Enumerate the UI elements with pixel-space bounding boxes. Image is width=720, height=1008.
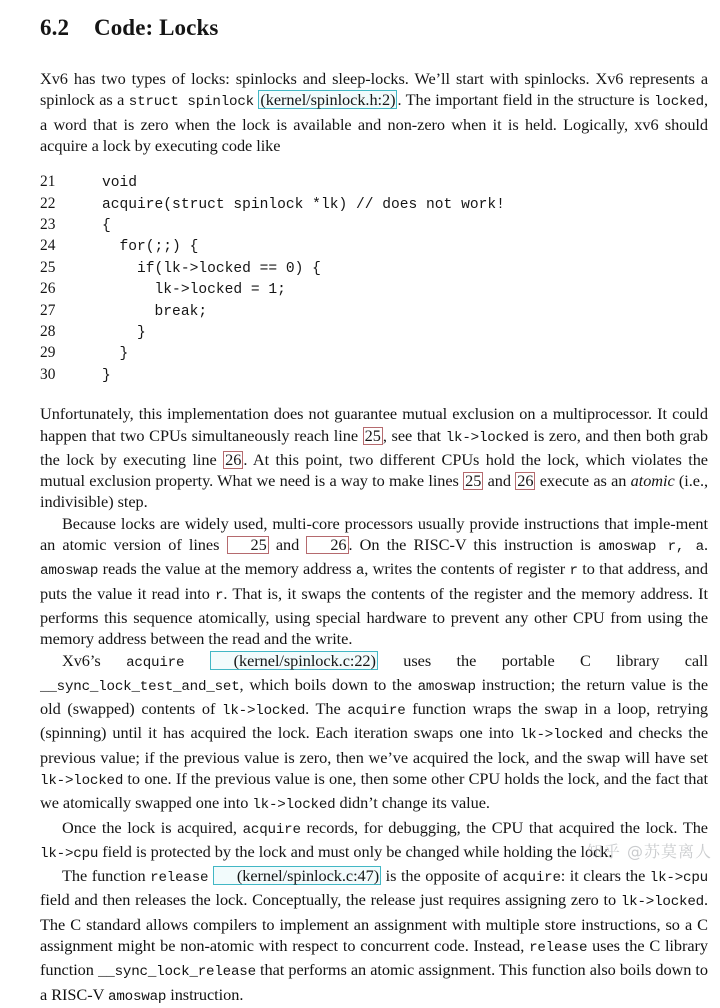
code-line-number: 25 [40,258,56,276]
text-run: . That is, it swaps the contents of the register and the memory address. It performs this sequence atomically, using special hardware to prevent any other CPU from using the memory address between the read and the write. [40,583,708,649]
section-number: 6.2 [40,15,70,40]
inline-code: a [355,563,365,580]
text-run: to that address, and puts the value it read into [40,559,708,603]
inline-code: lk->locked [519,727,603,744]
text-run: (i.e., indivisible) step. [40,471,709,512]
text-run: . The important field in the structure is [397,90,655,110]
text-run: Xv6’s [62,650,127,670]
code-line-number: 23 [40,216,56,233]
text-run: . [703,535,709,555]
zhihu-watermark: 知乎 @苏莫离人 [586,842,712,861]
source-link-spinlock-c-47[interactable]: (kernel/spinlock.c:47) [213,866,381,885]
code-line-number: 22 [40,194,56,212]
text-run: execute as an [535,471,631,491]
paragraph-intro [40,68,708,156]
code-line [40,172,708,193]
code-line-text: acquire(struct spinlock *lk) // does not work! [102,196,505,213]
page-title [40,14,708,42]
text-run: : it clears the [560,866,650,886]
line-ref-26[interactable]: 26 [517,471,534,491]
code-line-text: lk->locked = 1; [102,282,286,299]
code-line-number: 24 [40,237,56,255]
line-ref-26[interactable]: 26 [306,536,348,554]
text-run: Unfortunately, this implementation does not guarantee mutual exclusion on a multiprocessor. It could happen that two CPUs simultaneously reach line [40,404,708,445]
code-line [40,365,708,386]
text-run: instruction; the return value is the old (swapped) contents of [40,674,708,719]
text-run: uses the portable C library call [377,650,708,670]
inline-code: release [150,870,209,887]
inline-code: release [529,940,588,957]
code-line-number: 21 [40,173,56,191]
inline-code: lk->locked [445,429,529,446]
inline-code: acquire [126,654,185,671]
text-run: , which boils down to the [239,674,418,694]
code-line-text: { [102,218,111,234]
code-line [40,322,708,343]
section-title: Code: Locks [94,15,219,40]
code-line-text: } [102,367,111,384]
paragraph-lk-cpu [40,817,708,866]
text-run: reads the value at the memory address [98,559,356,579]
code-line [40,301,708,322]
code-line [40,258,708,279]
code-line [40,343,708,364]
line-ref-25[interactable]: 25 [227,536,269,554]
inline-code: amoswap [417,678,476,695]
code-line-number: 27 [40,301,56,319]
inline-code: amoswap [108,988,167,1005]
text-run: function wraps the swap in a loop, retrying (spinning) until it has acquired the lock. Each iteration swaps one into [40,699,708,743]
code-line-text: if(lk->locked == 0) { [102,260,321,277]
inline-code: acquire [502,870,561,887]
inline-code: __sync_lock_test_and_set [40,678,240,695]
paragraph-release [40,865,708,1008]
text-run: uses the C library function [40,936,708,980]
code-line-text: } [102,346,129,363]
text-run: Once the lock is acquired, [62,817,243,837]
text-run: . At this point, two different CPUs hold the lock, which violates the mutual exclusion property. What we need is a way to make lines [40,449,708,491]
text-run: , writes the contents of register [364,559,570,579]
text-run: is zero, and then both grab the lock by executing line [40,425,708,469]
inline-code: acquire [242,821,301,838]
text-run: and [483,471,516,491]
code-line-text: void [102,175,138,192]
text-run: . The C standard allows compilers to implement an assignment with multiple store instructions, so a C assignment might be non-atomic with respect to concurrent code. Instead, [40,890,708,956]
inline-code: amoswap r, a [597,539,704,556]
emphasis-atomic: atomic [630,471,675,491]
inline-code: lk->locked [222,703,306,720]
code-line [40,215,708,236]
code-line-text: } [102,325,146,342]
source-link-spinlock-h-2[interactable]: (kernel/spinlock.h:2) [260,90,396,110]
text-run: and checks the previous value; if the previous value is zero, then we’ve acquired the lock, and the swap will have set [40,723,709,767]
page-content [40,14,708,1008]
text-run: that performs an atomic assignment. This function also boils down to a RISC-V [40,960,708,1004]
source-link-spinlock-c-22[interactable]: (kernel/spinlock.c:22) [210,651,378,670]
code-line [40,236,708,257]
inline-code: lk->locked [252,797,336,814]
line-ref-25[interactable]: 25 [465,471,482,491]
line-ref-26[interactable]: 26 [225,449,242,469]
inline-code: r [215,587,224,604]
inline-code: lk->locked [40,773,124,789]
paragraph-acquire [40,650,708,817]
text-run: field is protected by the lock and must only be changed while holding the lock. [98,841,613,861]
code-line-number: 26 [40,280,56,298]
inline-code: __sync_lock_release [97,964,256,981]
inline-code: r [569,563,578,580]
code-line-text: for(;;) { [102,239,199,256]
inline-code: lk->cpu [649,870,708,887]
inline-code: acquire [347,703,406,720]
text-run: Because locks are widely used, multi-core processors usually provide instructions that imple-ment an atomic version of lines [40,513,708,555]
paragraph-amoswap [40,513,708,650]
code-line [40,279,708,300]
text-run: and [268,535,307,555]
paragraph-mutual-exclusion [40,403,708,512]
text-run: Xv6 has two types of locks: spinlocks and sleep-locks. We’ll start with spinlocks. Xv6 represents a spinlock as a [40,69,708,110]
text-run: field and then releases the lock. Conceptually, the release just requires assigning zero to [40,890,621,910]
text-run: The function [62,866,151,886]
text-run: , a word that is zero when the lock is available and non-zero when it is held. Logically, xv6 should acquire a lock by executing code like [40,90,708,155]
text-run: to one. If the previous value is one, then some other CPU holds the lock, and the fact that we atomically swapped one into [40,769,708,813]
text-run: instruction. [166,984,244,1004]
code-line-number: 30 [40,365,56,383]
code-line-text: break; [102,303,208,320]
text-run: is the opposite of [381,866,503,886]
text-run: didn’t change its value. [335,793,490,813]
code-line-number: 29 [40,344,56,362]
text-run: records, for debugging, the CPU that acquired the lock. The [300,817,708,837]
text-run: . On the RISC-V this instruction is [348,535,598,555]
inline-code: lk->cpu [40,845,99,862]
text-run: , see that [382,425,446,445]
line-ref-25[interactable]: 25 [364,425,381,445]
code-listing [40,172,708,386]
code-line-number: 28 [40,323,56,341]
inline-code: lk->locked [620,894,704,911]
inline-code: amoswap [40,563,99,580]
text-run: . The [305,699,348,719]
inline-code: struct spinlock [128,94,254,111]
inline-code: locked [654,94,704,111]
code-line [40,194,708,215]
